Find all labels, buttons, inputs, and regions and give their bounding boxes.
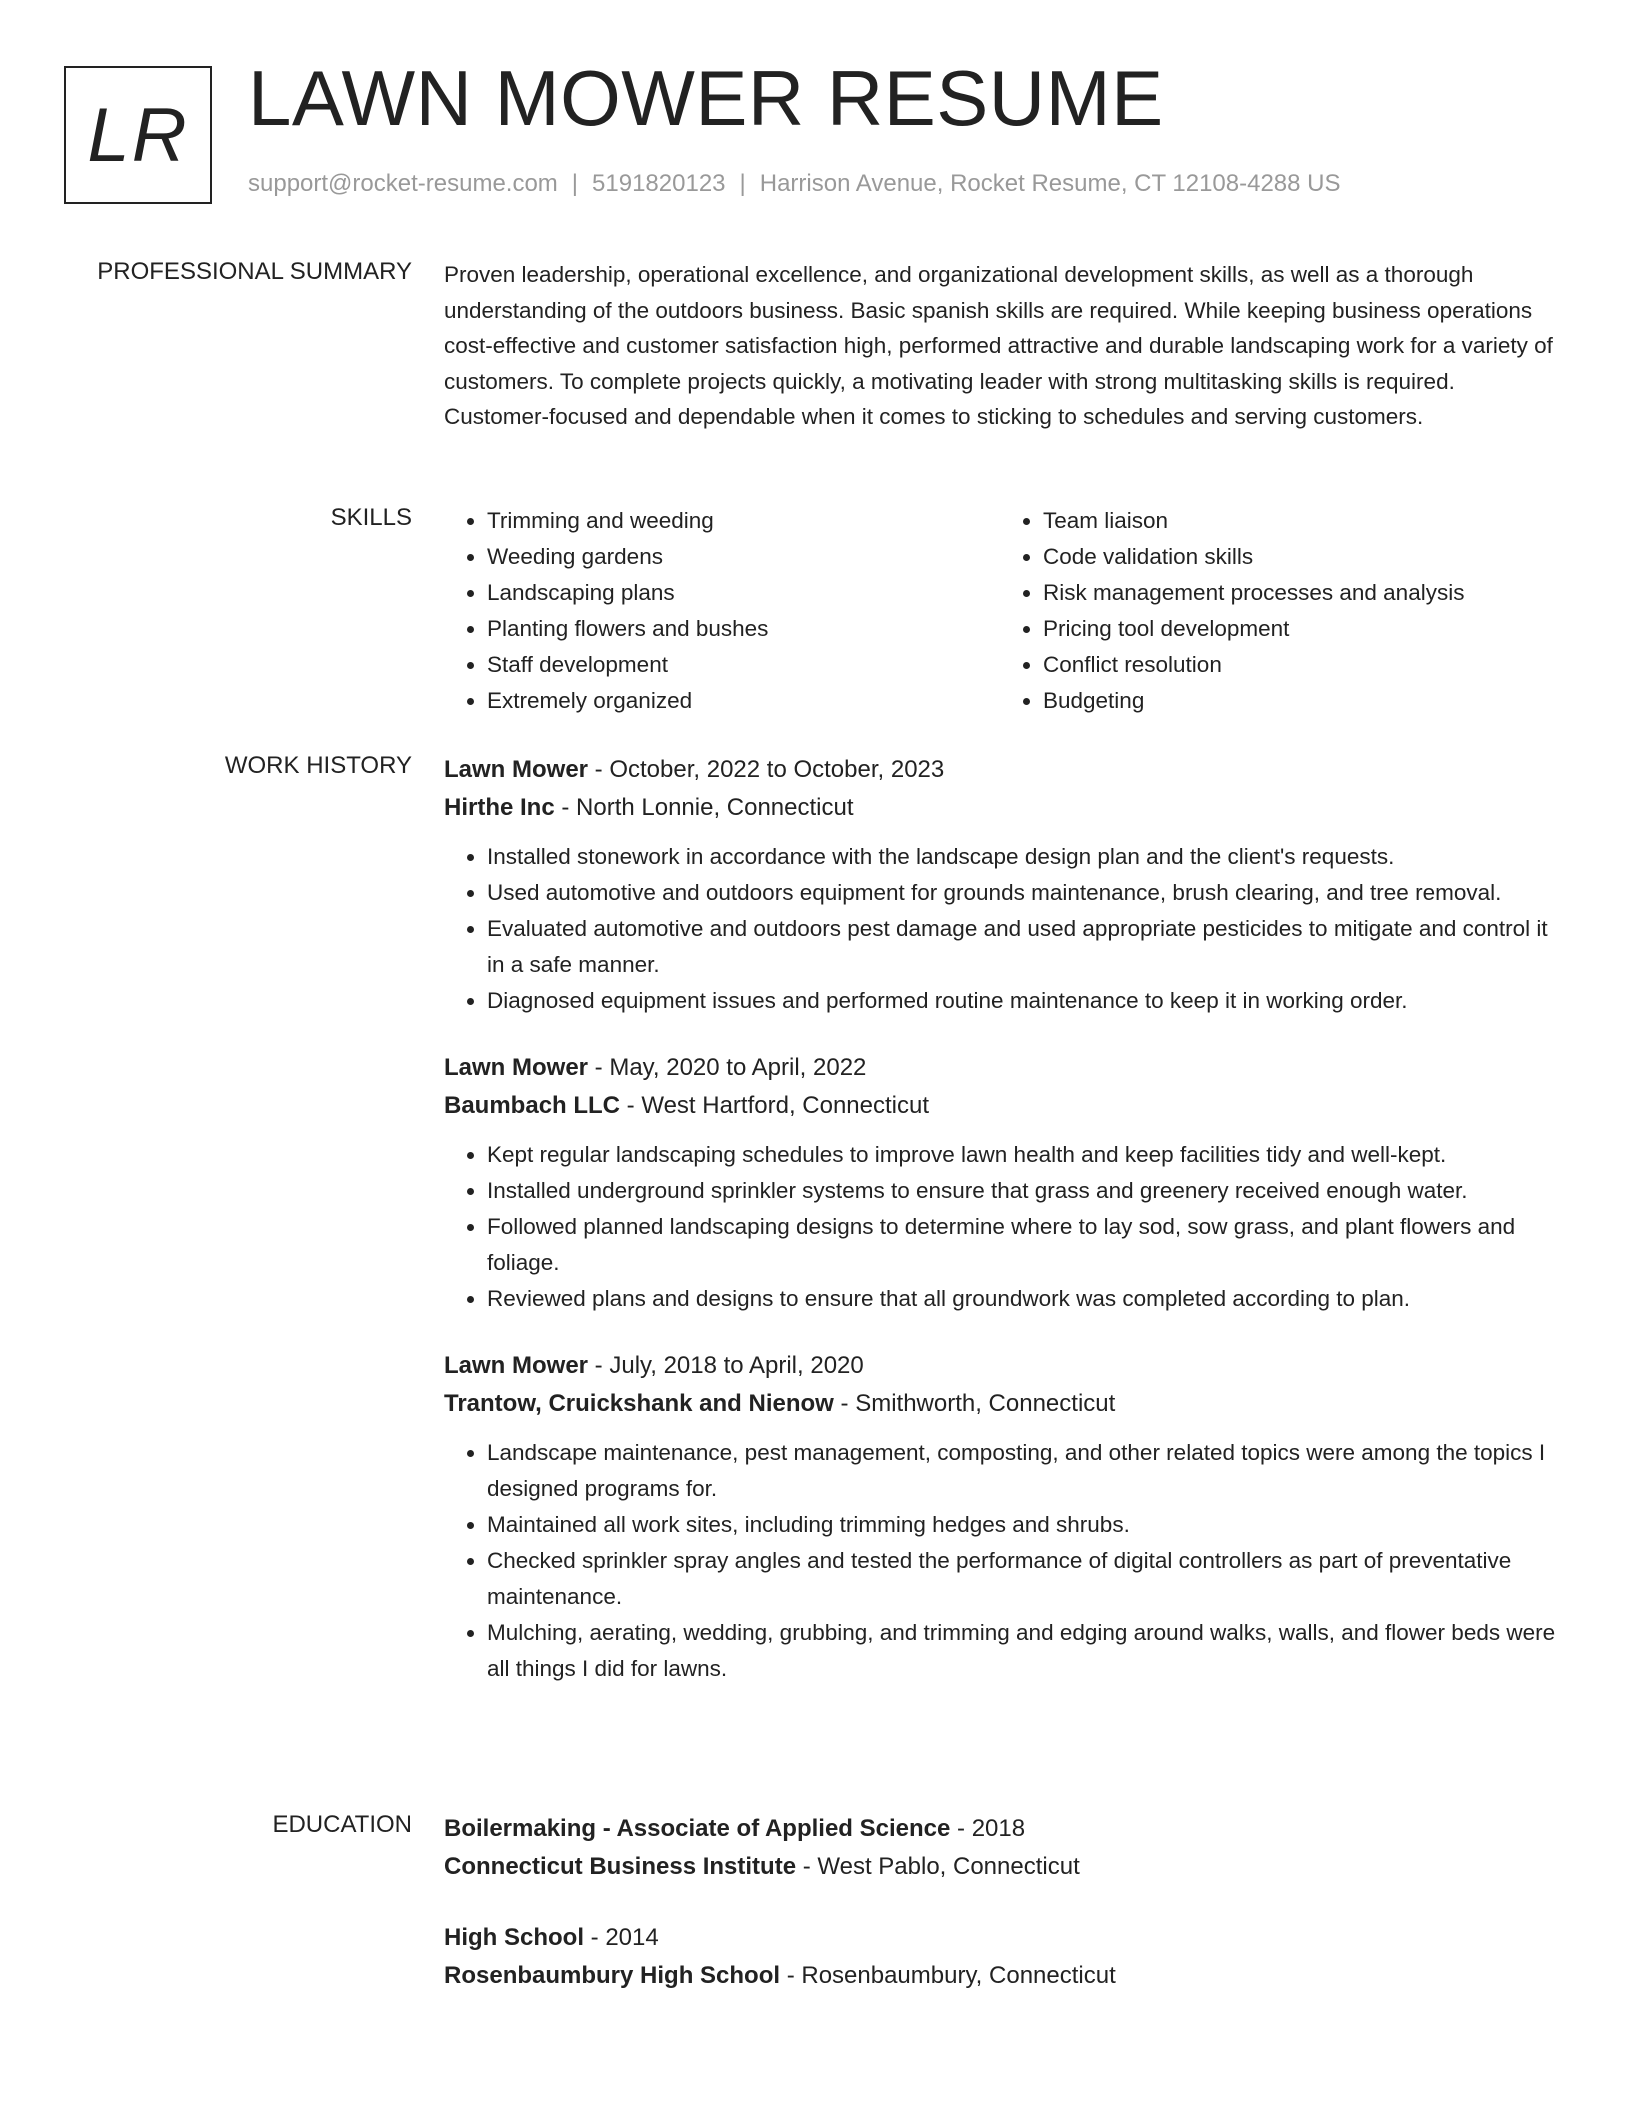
skill-item: • Pricing tool development bbox=[1043, 611, 1556, 647]
job-dates: May, 2020 to April, 2022 bbox=[609, 1054, 867, 1081]
job-title: Lawn Mower bbox=[444, 1054, 589, 1081]
job-bullet: • Followed planned landscaping designs to determine where to lay sod, sow grass, and plant flowers and foliage. bbox=[487, 1209, 1556, 1281]
contact-email[interactable]: support@rocket-resume.com bbox=[248, 170, 558, 197]
job-dates: July, 2018 to April, 2020 bbox=[609, 1352, 864, 1379]
dash: - bbox=[588, 1054, 610, 1081]
job-entry bbox=[444, 1347, 1556, 1687]
education-school: Connecticut Business Institute bbox=[444, 1853, 797, 1880]
skill-item: • Staff development bbox=[487, 647, 1000, 683]
dash: - bbox=[780, 1962, 802, 1989]
job-location: North Lonnie, Connecticut bbox=[576, 794, 854, 821]
education-degree: Boilermaking - Associate of Applied Science bbox=[444, 1815, 951, 1842]
skill-item: • Budgeting bbox=[1043, 683, 1556, 719]
job-bullet: • Diagnosed equipment issues and performed routine maintenance to keep it in working order. bbox=[487, 983, 1556, 1019]
job-bullet: • Reviewed plans and designs to ensure that all groundwork was completed according to plan. bbox=[487, 1281, 1556, 1317]
skill-item: • Conflict resolution bbox=[1043, 647, 1556, 683]
job-bullet: • Installed underground sprinkler systems to ensure that grass and greenery received enough water. bbox=[487, 1173, 1556, 1209]
job-bullets bbox=[444, 839, 1556, 1019]
job-bullet: • Checked sprinkler spray angles and tested the performance of digital controllers as part of preventative maintenance. bbox=[487, 1543, 1556, 1615]
job-company-line bbox=[444, 789, 1556, 827]
job-company: Trantow, Cruickshank and Nienow bbox=[444, 1390, 834, 1417]
job-bullet: • Kept regular landscaping schedules to improve lawn health and keep facilities tidy and well-kept. bbox=[487, 1137, 1556, 1173]
education-school-line bbox=[444, 1957, 1556, 1995]
job-bullet: • Used automotive and outdoors equipment for grounds maintenance, brush clearing, and tree removal. bbox=[487, 875, 1556, 911]
skills-list-right bbox=[1000, 503, 1556, 719]
job-bullet: • Maintained all work sites, including trimming hedges and shrubs. bbox=[487, 1507, 1556, 1543]
education-school-line bbox=[444, 1848, 1556, 1886]
dash: - bbox=[554, 794, 577, 821]
dash: - bbox=[796, 1853, 818, 1880]
resume-title: LAWN MOWER RESUME bbox=[248, 54, 1164, 142]
job-entry bbox=[444, 1049, 1556, 1317]
education-degree: High School bbox=[444, 1924, 584, 1951]
job-title-line bbox=[444, 1049, 1556, 1087]
contact-line bbox=[248, 170, 1341, 198]
skills-label: SKILLS bbox=[330, 504, 412, 531]
job-title-line bbox=[444, 751, 1556, 789]
skill-item: • Extremely organized bbox=[487, 683, 1000, 719]
skill-item: • Trimming and weeding bbox=[487, 503, 1000, 539]
job-bullet: • Installed stonework in accordance with the landscape design plan and the client's requests. bbox=[487, 839, 1556, 875]
education-location: Rosenbaumbury, Connecticut bbox=[801, 1962, 1116, 1989]
education-label: EDUCATION bbox=[272, 1811, 412, 1838]
education-school: Rosenbaumbury High School bbox=[444, 1962, 781, 1989]
job-company: Baumbach LLC bbox=[444, 1092, 621, 1119]
job-bullet: • Landscape maintenance, pest management, composting, and other related topics were among the topics I designed programs for. bbox=[487, 1435, 1556, 1507]
skill-item: • Risk management processes and analysis bbox=[1043, 575, 1556, 611]
job-dates: October, 2022 to October, 2023 bbox=[609, 756, 945, 783]
job-bullet: • Mulching, aerating, wedding, grubbing, and trimming and edging around walks, walls, and flower beds were all things I did for lawns. bbox=[487, 1615, 1556, 1687]
job-company: Hirthe Inc bbox=[444, 794, 555, 821]
education-degree-line bbox=[444, 1810, 1556, 1848]
dash: - bbox=[588, 756, 610, 783]
summary-text: Proven leadership, operational excellence, and organizational development skills, as well as a thorough understanding of the outdoors business. Basic spanish skills are required. While keeping business operations cost-effective and customer satisfaction high, performed attractive and durable landscaping work for a variety of customers. To complete projects quickly, a motivating leader with strong multitasking skills is required. Customer-focused and dependable when it comes to sticking to schedules and serving customers. bbox=[444, 262, 1553, 429]
job-bullets bbox=[444, 1435, 1556, 1687]
job-title: Lawn Mower bbox=[444, 1352, 589, 1379]
education-entry bbox=[444, 1810, 1556, 1886]
job-entry bbox=[444, 751, 1556, 1019]
contact-address: Harrison Avenue, Rocket Resume, CT 12108-4288 US bbox=[759, 170, 1341, 197]
education-entry bbox=[444, 1919, 1556, 1995]
work-history-label: WORK HISTORY bbox=[224, 752, 412, 779]
job-bullets bbox=[444, 1137, 1556, 1317]
skill-item: • Weeding gardens bbox=[487, 539, 1000, 575]
job-company-line bbox=[444, 1385, 1556, 1423]
dash: - bbox=[833, 1390, 856, 1417]
skill-item: • Planting flowers and bushes bbox=[487, 611, 1000, 647]
dash: - bbox=[950, 1815, 972, 1842]
education-location: West Pablo, Connecticut bbox=[817, 1853, 1080, 1880]
contact-separator: | bbox=[739, 170, 746, 197]
contact-separator: | bbox=[571, 170, 579, 197]
skill-item: • Team liaison bbox=[1043, 503, 1556, 539]
education-degree-line bbox=[444, 1919, 1556, 1957]
skill-item: • Landscaping plans bbox=[487, 575, 1000, 611]
education-year: 2014 bbox=[605, 1924, 659, 1951]
job-location: Smithworth, Connecticut bbox=[855, 1390, 1116, 1417]
job-title-line bbox=[444, 1347, 1556, 1385]
job-title: Lawn Mower bbox=[444, 756, 589, 783]
skills-list-left bbox=[444, 503, 1000, 719]
monogram: LR bbox=[64, 66, 212, 204]
education-year: 2018 bbox=[971, 1815, 1026, 1842]
contact-phone[interactable]: 5191820123 bbox=[592, 170, 726, 197]
job-location: West Hartford, Connecticut bbox=[641, 1092, 930, 1119]
dash: - bbox=[620, 1092, 642, 1119]
summary-label: PROFESSIONAL SUMMARY bbox=[97, 258, 412, 285]
skills-columns bbox=[444, 503, 1556, 719]
job-company-line bbox=[444, 1087, 1556, 1125]
dash: - bbox=[588, 1352, 610, 1379]
job-bullet: • Evaluated automotive and outdoors pest damage and used appropriate pesticides to mitigate and control it in a safe manner. bbox=[487, 911, 1556, 983]
dash: - bbox=[584, 1924, 606, 1951]
skill-item: • Code validation skills bbox=[1043, 539, 1556, 575]
